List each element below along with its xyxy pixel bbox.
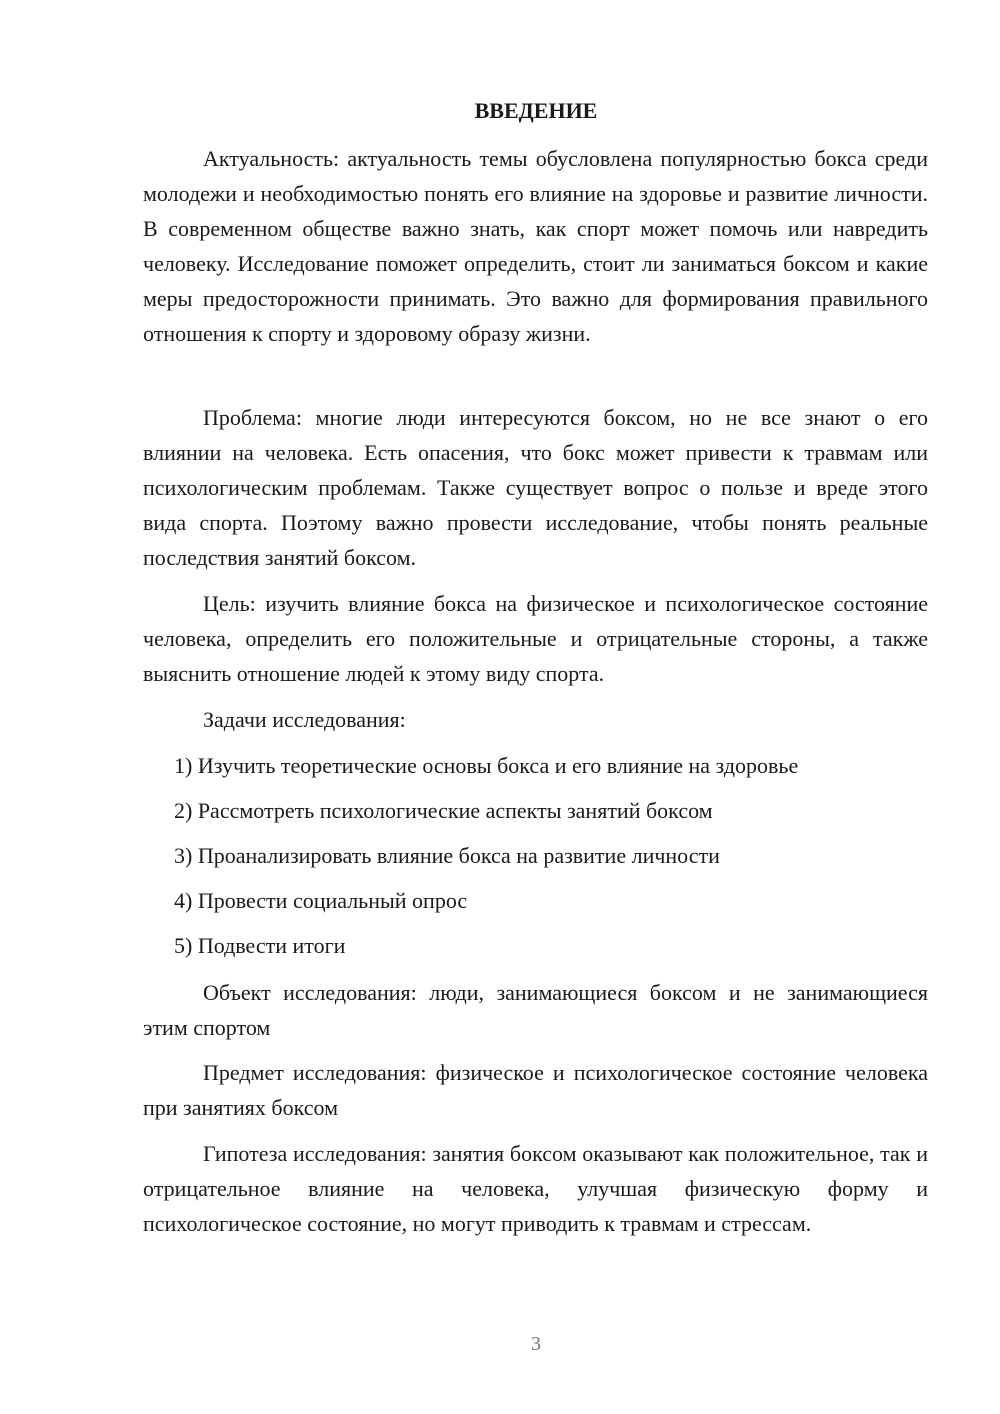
relevance-paragraph: Актуальность: актуальность темы обусловлена популярностью бокса среди молодежи и необходимостью понять его влияние на здоровье и развитие личности. В современном обществе важно знать, как спорт может помочь или навредить человеку. Исследование поможет определить, стоит ли заниматься боксом и какие меры предосторожности принимать. Это важно для формирования правильного отношения к спорту и здоровому образу жизни.: [143, 146, 928, 346]
page-number: 3: [531, 1333, 541, 1355]
task-item: 2) Рассмотреть психологические аспекты занятий боксом: [174, 798, 713, 823]
problem-paragraph: Проблема: многие люди интересуются боксом, но не все знают о его влиянии на человека. Есть опасения, что бокс может привести к травмам или психологическим проблемам. Также существует вопрос о пользе и вреде этого вида спорта. Поэтому важно провести исследование, чтобы понять реальные последствия занятий боксом.: [143, 405, 928, 570]
hypothesis-paragraph: Гипотеза исследования: занятия боксом оказывают как положительное, так и отрицательное влияние на человека, улучшая физическую форму и психологическое состояние, но могут приводить к травмам и стрессам.: [143, 1141, 928, 1236]
object-paragraph: Объект исследования: люди, занимающиеся боксом и не занимающиеся этим спортом: [143, 980, 928, 1040]
tasks-heading: Задачи исследования:: [203, 707, 406, 732]
task-item: 3) Проанализировать влияние бокса на развитие личности: [174, 843, 720, 868]
task-item: 5) Подвести итоги: [174, 933, 346, 958]
goal-paragraph: Цель: изучить влияние бокса на физическое и психологическое состояние человека, определить его положительные и отрицательные стороны, а также выяснить отношение людей к этому виду спорта.: [143, 591, 928, 686]
task-item: 1) Изучить теоретические основы бокса и его влияние на здоровье: [174, 753, 799, 778]
section-title: ВВЕДЕНИЕ: [474, 98, 598, 123]
subject-paragraph: Предмет исследования: физическое и психологическое состояние человека при занятиях боксом: [143, 1060, 928, 1120]
task-item: 4) Провести социальный опрос: [174, 888, 468, 913]
